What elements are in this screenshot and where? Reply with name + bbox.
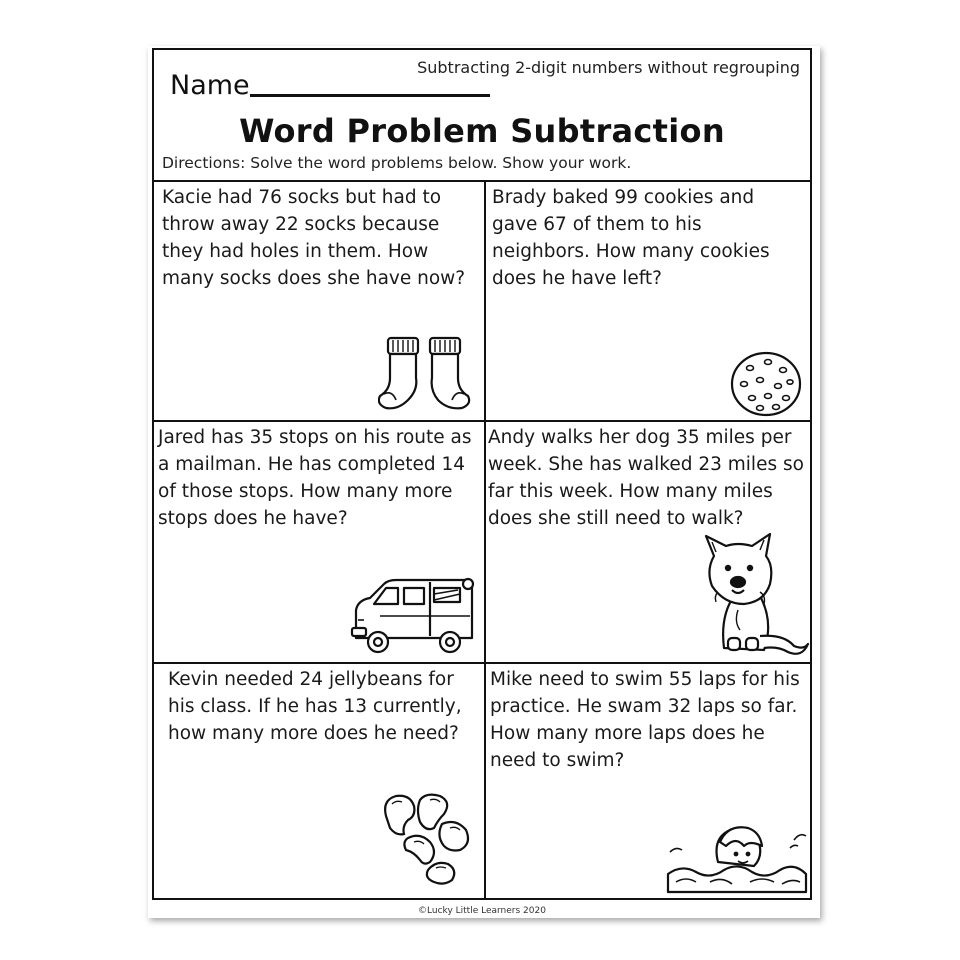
worksheet-subtitle: Subtracting 2-digit numbers without regrouping xyxy=(417,58,800,77)
problem-text: Mike need to swim 55 laps for his practice. He swam 32 laps so far. How many more laps does he need to swim? xyxy=(490,669,800,771)
worksheet-title: Word Problem Subtraction xyxy=(239,112,725,150)
name-input-line[interactable] xyxy=(250,94,490,97)
cookie-icon xyxy=(728,350,804,418)
copyright-footer: ©Lucky Little Learners 2020 xyxy=(418,906,546,916)
problem-cell-4[interactable] xyxy=(486,422,810,662)
problem-text: Brady baked 99 cookies and gave 67 of them to his neighbors. How many cookies does he have left? xyxy=(492,187,770,289)
problem-cell-3[interactable] xyxy=(154,422,484,662)
name-label: Name xyxy=(170,70,250,101)
problem-text: Kevin needed 24 jellybeans for his class. If he has 13 currently, how many more does he need? xyxy=(168,669,462,744)
problem-text: Kacie had 76 socks but had to throw away 22 socks because they had holes in them. How many socks does she have now? xyxy=(162,187,466,289)
problem-cell-2[interactable] xyxy=(486,182,810,420)
problem-text: Andy walks her dog 35 miles per week. She has walked 23 miles so far this week. How many miles does she still need to walk? xyxy=(488,427,804,529)
socks-icon xyxy=(378,332,474,412)
swimmer-icon xyxy=(666,816,808,896)
problem-text: Jared has 35 stops on his route as a mailman. He has completed 14 of those stops. How many more stops does he have? xyxy=(158,427,472,529)
directions-text: Directions: Solve the word problems below. Show your work. xyxy=(162,154,632,172)
problem-cell-5[interactable] xyxy=(154,664,484,898)
problem-grid xyxy=(154,182,810,898)
problem-cell-1[interactable] xyxy=(154,182,484,420)
worksheet xyxy=(152,48,812,916)
jellybeans-icon xyxy=(380,790,472,886)
dog-icon xyxy=(694,526,810,660)
problem-cell-6[interactable] xyxy=(486,664,810,898)
worksheet-header xyxy=(154,50,810,182)
mail-truck-icon xyxy=(350,574,478,660)
